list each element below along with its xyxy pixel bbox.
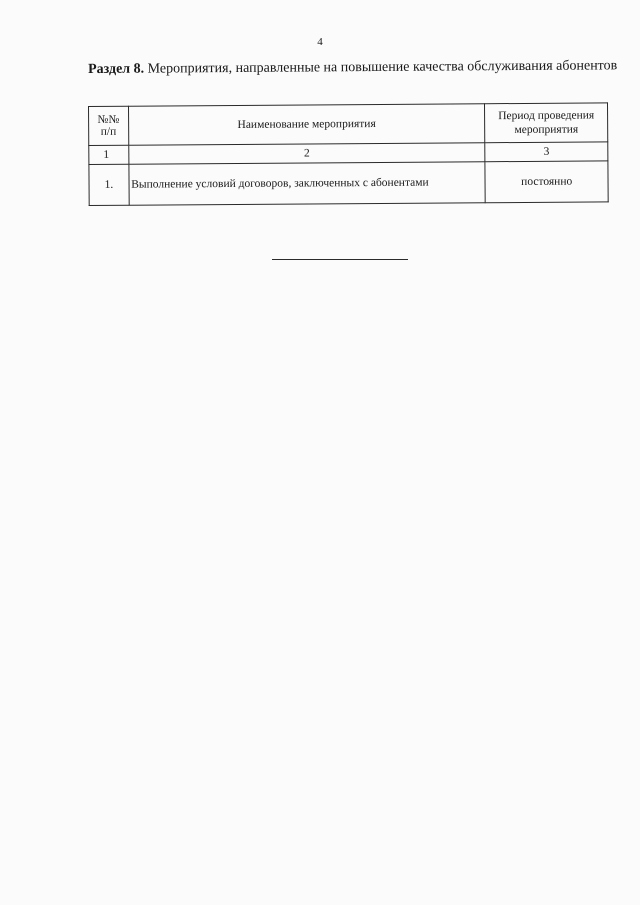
header-num: №№ п/п xyxy=(89,106,129,145)
table-header-row xyxy=(89,103,608,146)
table-row xyxy=(89,161,608,206)
row-num: 1. xyxy=(89,164,129,205)
row-measure-name: Выполнение условий договоров, заключенных с абонентами xyxy=(129,162,486,205)
section-title-text: Мероприятия, направленные на повышение качества обслуживания абонентов xyxy=(147,58,618,77)
measures-table xyxy=(88,102,609,206)
section-label: Раздел 8. xyxy=(88,61,145,77)
header-name: Наименование мероприятия xyxy=(128,104,485,145)
column-number-2: 2 xyxy=(128,143,485,164)
closing-divider xyxy=(272,259,408,260)
column-number-1: 1 xyxy=(89,145,129,164)
row-period: постоянно xyxy=(485,161,608,203)
section-heading xyxy=(88,58,618,78)
page-number: 4 xyxy=(317,36,323,48)
column-number-3: 3 xyxy=(485,142,608,162)
header-period: Период проведения мероприятия xyxy=(485,103,608,143)
